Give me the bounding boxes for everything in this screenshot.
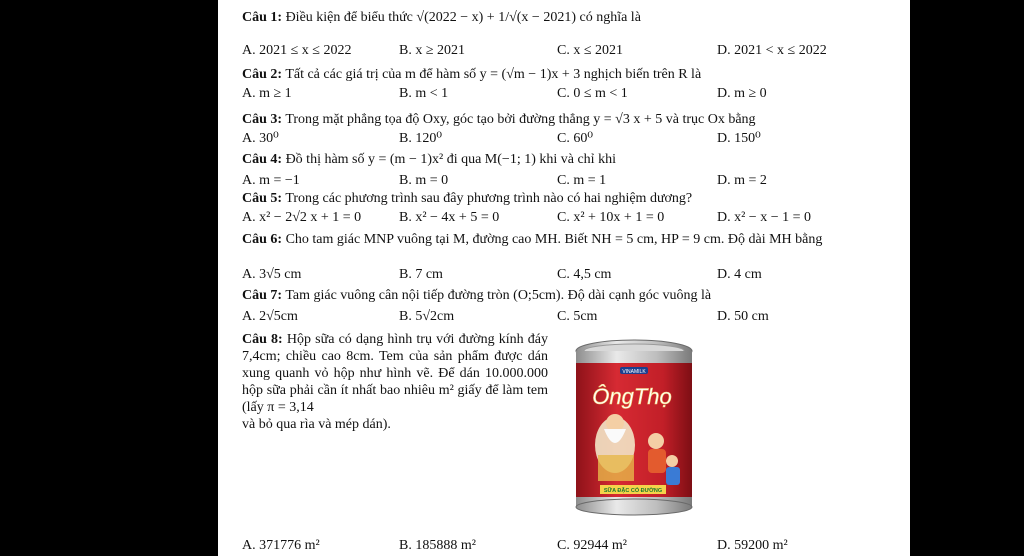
q2-option-d: D. m ≥ 0	[717, 86, 767, 101]
question-3: Câu 3: Trong mặt phẳng tọa độ Oxy, góc tạo bởi đường thẳng y = √3 x + 5 và trục Ox bằng	[242, 112, 756, 127]
q1-option-c: C. x ≤ 2021	[557, 43, 624, 58]
q1-option-b: B. x ≥ 2021	[399, 43, 466, 58]
q8-option-c: C. 92944 m²	[557, 538, 627, 553]
question-5: Câu 5: Trong các phương trình sau đây phương trình nào có hai nghiệm dương?	[242, 191, 693, 206]
q4-option-a: A. m = −1	[242, 173, 300, 188]
q3-option-d: D. 150⁰	[717, 131, 761, 146]
q7-option-d: D. 50 cm	[717, 309, 769, 324]
q6-option-d: D. 4 cm	[717, 267, 762, 282]
q2-option-c: C. 0 ≤ m < 1	[557, 86, 628, 101]
question-2: Câu 2: Tất cả các giá trị của m để hàm số y = (√m − 1)x + 3 nghịch biến trên R là	[242, 67, 702, 82]
q4-option-b: B. m = 0	[399, 173, 449, 188]
product-type-text: SỮA ĐẶC CÓ ĐƯỜNG	[603, 488, 663, 494]
question-8: Câu 8: Hộp sữa có dạng hình trụ với đường kính đáy 7,4cm; chiều cao 8cm. Tem của sản phẩm được dán xung quanh vỏ hộp như hình vẽ. Để dán 10.000.000 hộp sữa phải cần ít nhất bao nhiêu m² giấy để làm tem (lấy π = 3,14 và bỏ qua rìa và mép dán).	[242, 332, 549, 432]
q3-option-a: A. 30⁰	[242, 131, 279, 146]
q7-option-a: A. 2√5cm	[242, 309, 298, 324]
q4-option-d: D. m = 2	[717, 173, 767, 188]
q5-option-b: B. x² − 4x + 5 = 0	[399, 210, 500, 225]
brand-logo-text: VINAMILK	[622, 369, 646, 375]
q1-option-a: A. 2021 ≤ x ≤ 2022	[242, 43, 352, 58]
q8-option-b: B. 185888 m²	[399, 538, 476, 553]
q7-option-c: C. 5cm	[557, 309, 598, 324]
q6-option-b: B. 7 cm	[399, 267, 443, 282]
q4-option-c: C. m = 1	[557, 173, 607, 188]
question-6: Câu 6: Cho tam giác MNP vuông tại M, đường cao MH. Biết NH = 5 cm, HP = 9 cm. Độ dài MH bằng	[242, 232, 823, 247]
q5-option-a: A. x² − 2√2 x + 1 = 0	[242, 210, 362, 225]
q2-option-b: B. m < 1	[399, 86, 449, 101]
q3-option-c: C. 60⁰	[557, 131, 593, 146]
question-1: Câu 1: Điều kiện để biểu thức √(2022 − x) + 1/√(x − 2021) có nghĩa là	[242, 10, 641, 25]
q2-option-a: A. m ≥ 1	[242, 86, 292, 101]
question-8-continuation: và bỏ qua rìa và mép dán).	[242, 417, 391, 432]
q8-option-a: A. 371776 m²	[242, 538, 320, 553]
brand-name: ÔngThọ	[592, 384, 672, 409]
q7-option-b: B. 5√2cm	[399, 309, 455, 324]
q5-option-d: D. x² − x − 1 = 0	[717, 210, 811, 225]
milk-can-image	[570, 337, 698, 517]
question-4: Câu 4: Đồ thị hàm số y = (m − 1)x² đi qua M(−1; 1) khi và chỉ khi	[242, 152, 616, 167]
q5-option-c: C. x² + 10x + 1 = 0	[557, 210, 665, 225]
exam-page	[218, 0, 910, 556]
q6-option-c: C. 4,5 cm	[557, 267, 612, 282]
q6-option-a: A. 3√5 cm	[242, 267, 302, 282]
question-7: Câu 7: Tam giác vuông cân nội tiếp đường tròn (O;5cm). Độ dài cạnh góc vuông là	[242, 288, 712, 303]
q1-option-d: D. 2021 < x ≤ 2022	[717, 43, 827, 58]
q3-option-b: B. 120⁰	[399, 131, 442, 146]
q8-option-d: D. 59200 m²	[717, 538, 788, 553]
